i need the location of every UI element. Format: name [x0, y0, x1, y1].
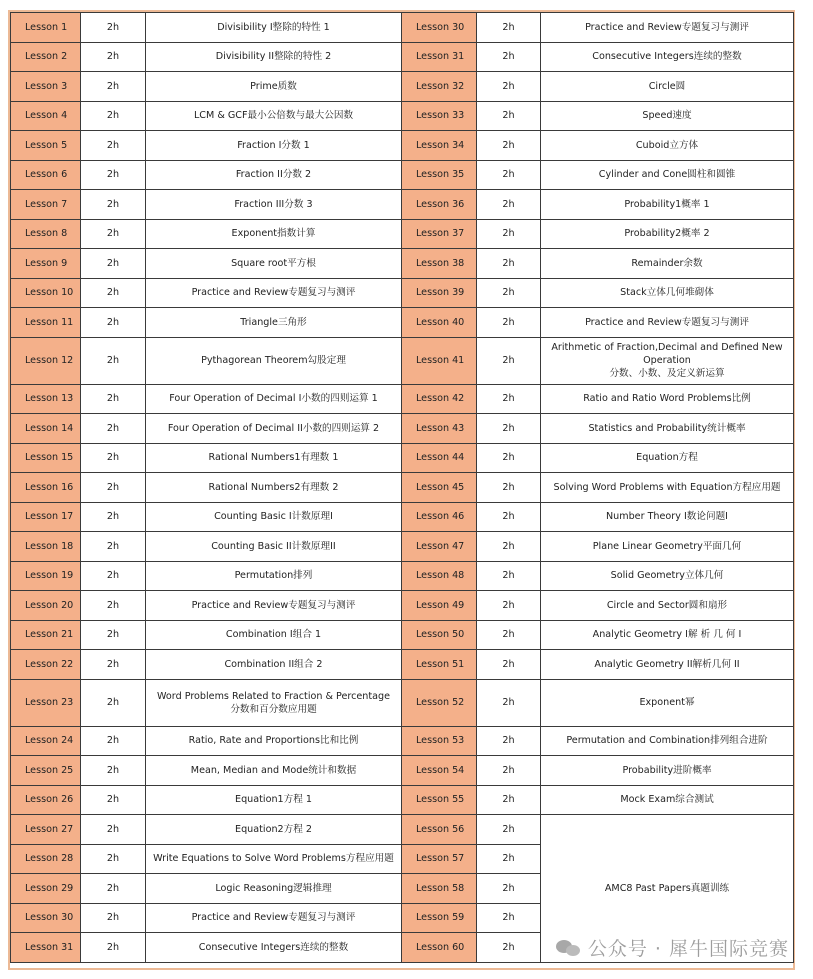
merged-topic: AMC8 Past Papers真题训练: [541, 815, 794, 963]
lesson-hours: 2h: [477, 384, 541, 414]
lesson-number: Lesson 47: [402, 532, 477, 562]
lesson-hours: 2h: [477, 591, 541, 621]
lesson-hours: 2h: [477, 414, 541, 444]
lesson-number: Lesson 7: [11, 190, 81, 220]
lesson-hours: 2h: [81, 591, 146, 621]
lesson-number: Lesson 29: [11, 874, 81, 904]
lesson-hours: 2h: [477, 473, 541, 503]
lesson-number: Lesson 49: [402, 591, 477, 621]
lesson-hours: 2h: [477, 785, 541, 815]
lesson-topic: Remainder余数: [541, 249, 794, 279]
lesson-hours: 2h: [477, 219, 541, 249]
lesson-number: Lesson 20: [11, 591, 81, 621]
curriculum-table: [10, 12, 794, 963]
lesson-hours: 2h: [81, 384, 146, 414]
lesson-topic: Analytic Geometry II解析几何 II: [541, 650, 794, 680]
lesson-topic: Stack立体几何堆砌体: [541, 278, 794, 308]
lesson-number: Lesson 54: [402, 756, 477, 786]
lesson-topic: Fraction I分数 1: [146, 131, 402, 161]
lesson-hours: 2h: [81, 561, 146, 591]
table-row: [11, 414, 794, 444]
lesson-number: Lesson 42: [402, 384, 477, 414]
lesson-number: Lesson 9: [11, 249, 81, 279]
lesson-topic: Probability2概率 2: [541, 219, 794, 249]
table-row: [11, 815, 794, 845]
lesson-number: Lesson 57: [402, 844, 477, 874]
lesson-number: Lesson 33: [402, 101, 477, 131]
lesson-number: Lesson 5: [11, 131, 81, 161]
lesson-number: Lesson 6: [11, 160, 81, 190]
wechat-icon: [556, 938, 582, 958]
lesson-topic: Divisibility I整除的特性 1: [146, 13, 402, 43]
lesson-hours: 2h: [81, 13, 146, 43]
lesson-number: Lesson 18: [11, 532, 81, 562]
lesson-number: Lesson 55: [402, 785, 477, 815]
table-row: [11, 561, 794, 591]
table-row: [11, 785, 794, 815]
lesson-hours: 2h: [477, 815, 541, 845]
table-row: [11, 443, 794, 473]
lesson-topic: Pythagorean Theorem勾股定理: [146, 337, 402, 384]
lesson-topic: Cylinder and Cone圆柱和圆锥: [541, 160, 794, 190]
lesson-number: Lesson 19: [11, 561, 81, 591]
lesson-hours: 2h: [81, 337, 146, 384]
table-row: [11, 384, 794, 414]
table-row: [11, 101, 794, 131]
lesson-number: Lesson 44: [402, 443, 477, 473]
lesson-number: Lesson 30: [402, 13, 477, 43]
lesson-number: Lesson 12: [11, 337, 81, 384]
lesson-number: Lesson 37: [402, 219, 477, 249]
lesson-hours: 2h: [81, 42, 146, 72]
lesson-number: Lesson 51: [402, 650, 477, 680]
lesson-hours: 2h: [81, 844, 146, 874]
lesson-hours: 2h: [477, 620, 541, 650]
lesson-number: Lesson 53: [402, 726, 477, 756]
lesson-number: Lesson 60: [402, 933, 477, 963]
lesson-topic: Mock Exam综合测试: [541, 785, 794, 815]
lesson-topic: Solid Geometry立体几何: [541, 561, 794, 591]
lesson-number: Lesson 17: [11, 502, 81, 532]
lesson-hours: 2h: [477, 308, 541, 338]
lesson-hours: 2h: [81, 473, 146, 503]
lesson-hours: 2h: [81, 903, 146, 933]
lesson-hours: 2h: [477, 13, 541, 43]
lesson-topic: LCM & GCF最小公倍数与最大公因数: [146, 101, 402, 131]
lesson-hours: 2h: [81, 249, 146, 279]
lesson-number: Lesson 48: [402, 561, 477, 591]
lesson-hours: 2h: [477, 650, 541, 680]
lesson-number: Lesson 52: [402, 679, 477, 726]
lesson-hours: 2h: [477, 190, 541, 220]
lesson-topic: Exponent指数计算: [146, 219, 402, 249]
lesson-topic: Word Problems Related to Fraction & Percentage 分数和百分数应用题: [146, 679, 402, 726]
lesson-number: Lesson 41: [402, 337, 477, 384]
lesson-number: Lesson 35: [402, 160, 477, 190]
table-row: [11, 278, 794, 308]
table-row: [11, 502, 794, 532]
lesson-topic: Practice and Review专题复习与测评: [541, 308, 794, 338]
lesson-number: Lesson 32: [402, 72, 477, 102]
lesson-topic: Number Theory I数论问题I: [541, 502, 794, 532]
lesson-topic: Equation1方程 1: [146, 785, 402, 815]
lesson-topic: Practice and Review专题复习与测评: [146, 591, 402, 621]
lesson-number: Lesson 38: [402, 249, 477, 279]
lesson-topic: Permutation and Combination排列组合进阶: [541, 726, 794, 756]
lesson-topic: Practice and Review专题复习与测评: [146, 903, 402, 933]
table-row: [11, 190, 794, 220]
lesson-hours: 2h: [81, 131, 146, 161]
lesson-number: Lesson 22: [11, 650, 81, 680]
lesson-hours: 2h: [81, 308, 146, 338]
table-row: [11, 131, 794, 161]
lesson-number: Lesson 13: [11, 384, 81, 414]
lesson-hours: 2h: [477, 131, 541, 161]
lesson-hours: 2h: [477, 443, 541, 473]
lesson-topic: Prime质数: [146, 72, 402, 102]
lesson-hours: 2h: [81, 502, 146, 532]
lesson-number: Lesson 56: [402, 815, 477, 845]
lesson-topic: Equation方程: [541, 443, 794, 473]
lesson-hours: 2h: [81, 650, 146, 680]
table-row: [11, 591, 794, 621]
lesson-hours: 2h: [477, 101, 541, 131]
lesson-number: Lesson 14: [11, 414, 81, 444]
lesson-number: Lesson 2: [11, 42, 81, 72]
lesson-number: Lesson 43: [402, 414, 477, 444]
lesson-hours: 2h: [477, 903, 541, 933]
lesson-hours: 2h: [477, 502, 541, 532]
lesson-hours: 2h: [477, 278, 541, 308]
lesson-number: Lesson 36: [402, 190, 477, 220]
lesson-number: Lesson 1: [11, 13, 81, 43]
lesson-topic: Four Operation of Decimal I小数的四则运算 1: [146, 384, 402, 414]
lesson-topic: Cuboid立方体: [541, 131, 794, 161]
lesson-hours: 2h: [81, 532, 146, 562]
lesson-topic: Rational Numbers1有理数 1: [146, 443, 402, 473]
lesson-number: Lesson 31: [11, 933, 81, 963]
lesson-number: Lesson 10: [11, 278, 81, 308]
lesson-hours: 2h: [81, 414, 146, 444]
lesson-number: Lesson 16: [11, 473, 81, 503]
lesson-number: Lesson 15: [11, 443, 81, 473]
lesson-hours: 2h: [81, 443, 146, 473]
table-row: [11, 620, 794, 650]
lesson-topic: Probability1概率 1: [541, 190, 794, 220]
lesson-number: Lesson 59: [402, 903, 477, 933]
lesson-topic: Consecutive Integers连续的整数: [146, 933, 402, 963]
lesson-hours: 2h: [81, 756, 146, 786]
lesson-topic: Exponent幂: [541, 679, 794, 726]
lesson-topic: Write Equations to Solve Word Problems方程应用题: [146, 844, 402, 874]
lesson-number: Lesson 31: [402, 42, 477, 72]
lesson-number: Lesson 50: [402, 620, 477, 650]
lesson-topic: Consecutive Integers连续的整数: [541, 42, 794, 72]
lesson-topic: Analytic Geometry I解 析 几 何 I: [541, 620, 794, 650]
lesson-topic: Triangle三角形: [146, 308, 402, 338]
lesson-topic: Counting Basic I计数原理I: [146, 502, 402, 532]
lesson-number: Lesson 40: [402, 308, 477, 338]
table-row: [11, 679, 794, 726]
lesson-hours: 2h: [81, 815, 146, 845]
curriculum-table-frame: [8, 10, 795, 970]
lesson-hours: 2h: [477, 42, 541, 72]
table-row: [11, 337, 794, 384]
table-row: [11, 756, 794, 786]
lesson-number: Lesson 3: [11, 72, 81, 102]
lesson-hours: 2h: [477, 933, 541, 963]
lesson-topic: Solving Word Problems with Equation方程应用题: [541, 473, 794, 503]
lesson-number: Lesson 58: [402, 874, 477, 904]
lesson-hours: 2h: [477, 679, 541, 726]
lesson-topic: Square root平方根: [146, 249, 402, 279]
table-row: [11, 650, 794, 680]
lesson-number: Lesson 28: [11, 844, 81, 874]
table-row: [11, 72, 794, 102]
lesson-topic: Mean, Median and Mode统计和数据: [146, 756, 402, 786]
lesson-number: Lesson 21: [11, 620, 81, 650]
lesson-number: Lesson 46: [402, 502, 477, 532]
lesson-topic: Rational Numbers2有理数 2: [146, 473, 402, 503]
lesson-hours: 2h: [477, 249, 541, 279]
lesson-hours: 2h: [477, 72, 541, 102]
watermark: [556, 934, 789, 961]
lesson-number: Lesson 11: [11, 308, 81, 338]
lesson-number: Lesson 34: [402, 131, 477, 161]
lesson-number: Lesson 8: [11, 219, 81, 249]
lesson-hours: 2h: [477, 726, 541, 756]
lesson-topic: Fraction III分数 3: [146, 190, 402, 220]
lesson-number: Lesson 27: [11, 815, 81, 845]
lesson-hours: 2h: [81, 785, 146, 815]
table-row: [11, 473, 794, 503]
lesson-hours: 2h: [477, 844, 541, 874]
lesson-topic: Circle圆: [541, 72, 794, 102]
lesson-topic: Combination II组合 2: [146, 650, 402, 680]
lesson-number: Lesson 24: [11, 726, 81, 756]
watermark-text: 公众号 · 犀牛国际竞赛: [587, 938, 789, 960]
lesson-topic: Practice and Review专题复习与测评: [146, 278, 402, 308]
lesson-hours: 2h: [81, 726, 146, 756]
lesson-topic: Plane Linear Geometry平面几何: [541, 532, 794, 562]
table-row: [11, 308, 794, 338]
lesson-topic: Probability进阶概率: [541, 756, 794, 786]
table-row: [11, 249, 794, 279]
lesson-topic: Equation2方程 2: [146, 815, 402, 845]
lesson-hours: 2h: [81, 620, 146, 650]
lesson-hours: 2h: [81, 160, 146, 190]
lesson-topic: Permutation排列: [146, 561, 402, 591]
lesson-topic: Logic Reasoning逻辑推理: [146, 874, 402, 904]
lesson-topic: Ratio and Ratio Word Problems比例: [541, 384, 794, 414]
lesson-topic: Speed速度: [541, 101, 794, 131]
lesson-topic: Counting Basic II计数原理II: [146, 532, 402, 562]
lesson-hours: 2h: [477, 532, 541, 562]
lesson-number: Lesson 26: [11, 785, 81, 815]
lesson-topic: Practice and Review专题复习与测评: [541, 13, 794, 43]
lesson-number: Lesson 30: [11, 903, 81, 933]
lesson-hours: 2h: [477, 160, 541, 190]
lesson-topic: Divisibility II整除的特性 2: [146, 42, 402, 72]
lesson-hours: 2h: [81, 190, 146, 220]
lesson-number: Lesson 45: [402, 473, 477, 503]
table-row: [11, 726, 794, 756]
lesson-topic: Ratio, Rate and Proportions比和比例: [146, 726, 402, 756]
lesson-hours: 2h: [81, 219, 146, 249]
table-row: [11, 160, 794, 190]
lesson-topic: Statistics and Probability统计概率: [541, 414, 794, 444]
lesson-topic: Arithmetic of Fraction,Decimal and Defined New Operation 分数、小数、及定义新运算: [541, 337, 794, 384]
table-row: [11, 219, 794, 249]
lesson-number: Lesson 39: [402, 278, 477, 308]
lesson-hours: 2h: [81, 874, 146, 904]
lesson-topic: Fraction II分数 2: [146, 160, 402, 190]
lesson-topic: Circle and Sector圆和扇形: [541, 591, 794, 621]
lesson-number: Lesson 4: [11, 101, 81, 131]
lesson-hours: 2h: [81, 101, 146, 131]
lesson-hours: 2h: [477, 874, 541, 904]
lesson-number: Lesson 23: [11, 679, 81, 726]
lesson-topic: Four Operation of Decimal II小数的四则运算 2: [146, 414, 402, 444]
table-row: [11, 42, 794, 72]
lesson-hours: 2h: [81, 933, 146, 963]
lesson-number: Lesson 25: [11, 756, 81, 786]
table-row: [11, 532, 794, 562]
lesson-topic: Combination I组合 1: [146, 620, 402, 650]
lesson-hours: 2h: [81, 278, 146, 308]
table-row: [11, 13, 794, 43]
lesson-hours: 2h: [81, 72, 146, 102]
lesson-hours: 2h: [81, 679, 146, 726]
lesson-hours: 2h: [477, 561, 541, 591]
lesson-hours: 2h: [477, 337, 541, 384]
lesson-hours: 2h: [477, 756, 541, 786]
